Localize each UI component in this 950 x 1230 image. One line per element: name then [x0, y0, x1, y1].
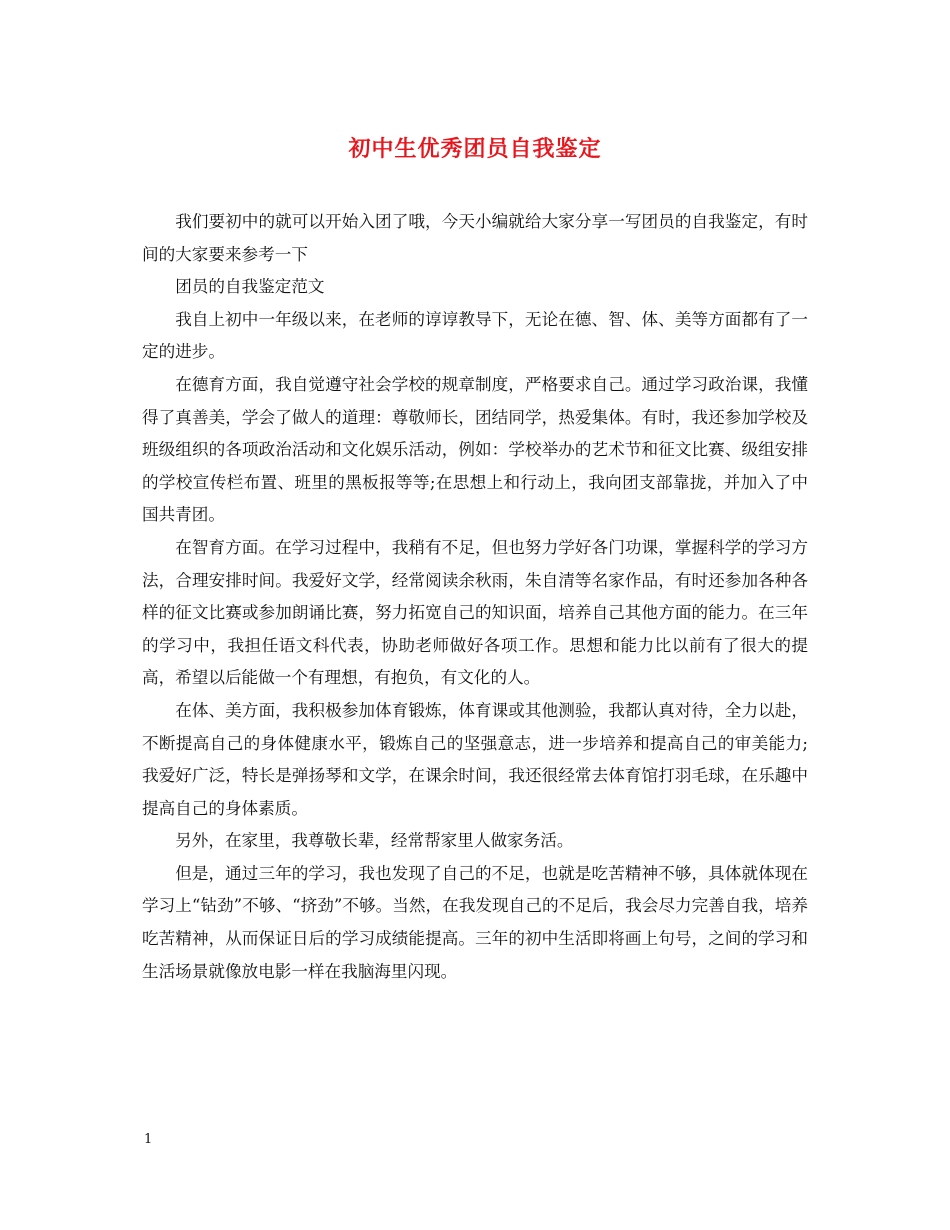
document-title: 初中生优秀团员自我鉴定 [348, 136, 602, 162]
paragraph-physical-aesthetic: 在体、美方面，我积极参加体育锻炼，体育课或其他测验，我都认真对待，全力以赴，不断提高自己的身体健康水平，锻炼自己的坚强意志，进一步培养和提高自己的审美能力;我爱好广泛，特长是弹扬琴和文学，在课余时间，我还很经常去体育馆打羽毛球，在乐趣中提高自己的身体素质。 [142, 700, 808, 818]
paragraph-family: 另外，在家里，我尊敬长辈，经常帮家里人做家务活。 [175, 831, 574, 851]
paragraph-intro: 我们要初中的就可以开始入团了哦，今天小编就给大家分享一写团员的自我鉴定，有时间的大家要来参考一下 [142, 212, 808, 264]
paragraph-subheading: 团员的自我鉴定范文 [175, 277, 325, 297]
paragraph-opening: 我自上初中一年级以来，在老师的谆谆教导下，无论在德、智、体、美等方面都有了一定的进步。 [142, 309, 808, 362]
paragraph-shortcomings: 但是，通过三年的学习，我也发现了自己的不足，也就是吃苦精神不够，具体就体现在学习上“钻劲”不够、“挤劲”不够。当然，在我发现自己的不足后，我会尽力完善自我，培养吃苦精神，从而保证日后的学习成绩能提高。三年的初中生活即将画上句号，之间的学习和生活场景就像放电影一样在我脑海里闪现。 [142, 863, 808, 981]
document-body [142, 206, 808, 988]
paragraph-intellectual-education: 在智育方面。在学习过程中，我稍有不足，但也努力学好各门功课，掌握科学的学习方法，合理安排时间。我爱好文学，经常阅读余秋雨，朱自清等名家作品，有时还参加各种各样的征文比赛或参加朗诵比赛，努力拓宽自己的知识面，培养自己其他方面的能力。在三年的学习中，我担任语文科代表，协助老师做好各项工作。思想和能力比以前有了很大的提高，希望以后能做一个有理想，有抱负，有文化的人。 [142, 537, 808, 688]
page-number: 1 [144, 1132, 153, 1147]
paragraph-moral-education: 在德育方面，我自觉遵守社会学校的规章制度，严格要求自己。通过学习政治课，我懂得了真善美，学会了做人的道理：尊敬师长，团结同学，热爱集体。有时，我还参加学校及班级组织的各项政治活动和文化娱乐活动，例如：学校举办的艺术节和征文比赛、级组安排的学校宣传栏布置、班里的黑板报等等;在思想上和行动上，我向团支部靠拢，并加入了中国共青团。 [142, 374, 808, 525]
